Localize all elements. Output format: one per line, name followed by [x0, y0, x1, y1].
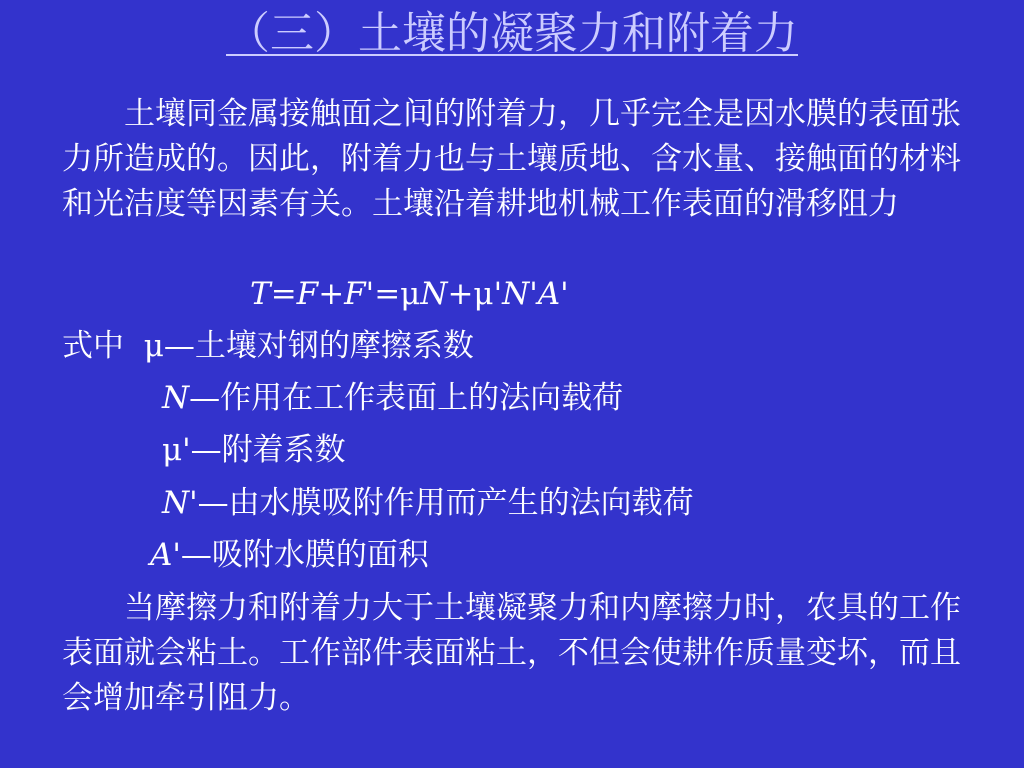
definition-text: —由水膜吸附作用而产生的法向载荷 — [197, 485, 694, 521]
definition-A-prime — [150, 535, 429, 575]
definition-mu-prime — [162, 430, 346, 470]
definition-N — [162, 378, 623, 418]
definition-mu — [62, 326, 474, 366]
definition-text: —土壤对钢的摩擦系数 — [163, 328, 474, 364]
definition-symbol: μ — [143, 328, 164, 364]
resistance-formula — [250, 274, 569, 314]
formula-eq2: =μ — [374, 276, 421, 312]
definition-text: —吸附水膜的面积 — [180, 537, 429, 573]
definition-text: —附着系数 — [190, 432, 346, 468]
definition-N-prime — [162, 483, 694, 523]
formula-plus1: + — [318, 276, 345, 312]
definition-symbol: N — [162, 380, 190, 416]
formula-plus2: +μ' — [447, 276, 503, 312]
formula-N: N — [420, 276, 448, 312]
slide-title: （三）土壤的凝聚力和附着力 — [226, 8, 798, 59]
formula-Fprime: F' — [344, 276, 375, 312]
definition-prefix: 式中 — [62, 328, 124, 364]
formula-eq1: = — [270, 276, 297, 312]
paragraph-adhesion-intro: 土壤同金属接触面之间的附着力，几乎完全是因水膜的表面张力所造成的。因此，附着力也与土壤质地、含水量、接触面的材料和光洁度等因素有关。土壤沿着耕地机械工作表面的滑移阻力 — [62, 96, 961, 222]
definition-symbol: μ' — [162, 432, 191, 468]
formula-F: F — [296, 276, 319, 312]
definition-symbol: N' — [162, 485, 198, 521]
definition-text: —作用在工作表面上的法向载荷 — [189, 380, 624, 416]
formula-T: T — [250, 276, 271, 312]
formula-Nprime: N' — [502, 276, 538, 312]
formula-Aprime: A' — [537, 276, 569, 312]
definition-symbol: A' — [150, 537, 181, 573]
paragraph-sticking: 当摩擦力和附着力大于土壤凝聚力和内摩擦力时，农具的工作表面就会粘土。工作部件表面粘土，不但会使耕作质量变坏，而且会增加牵引阻力。 — [62, 590, 961, 716]
